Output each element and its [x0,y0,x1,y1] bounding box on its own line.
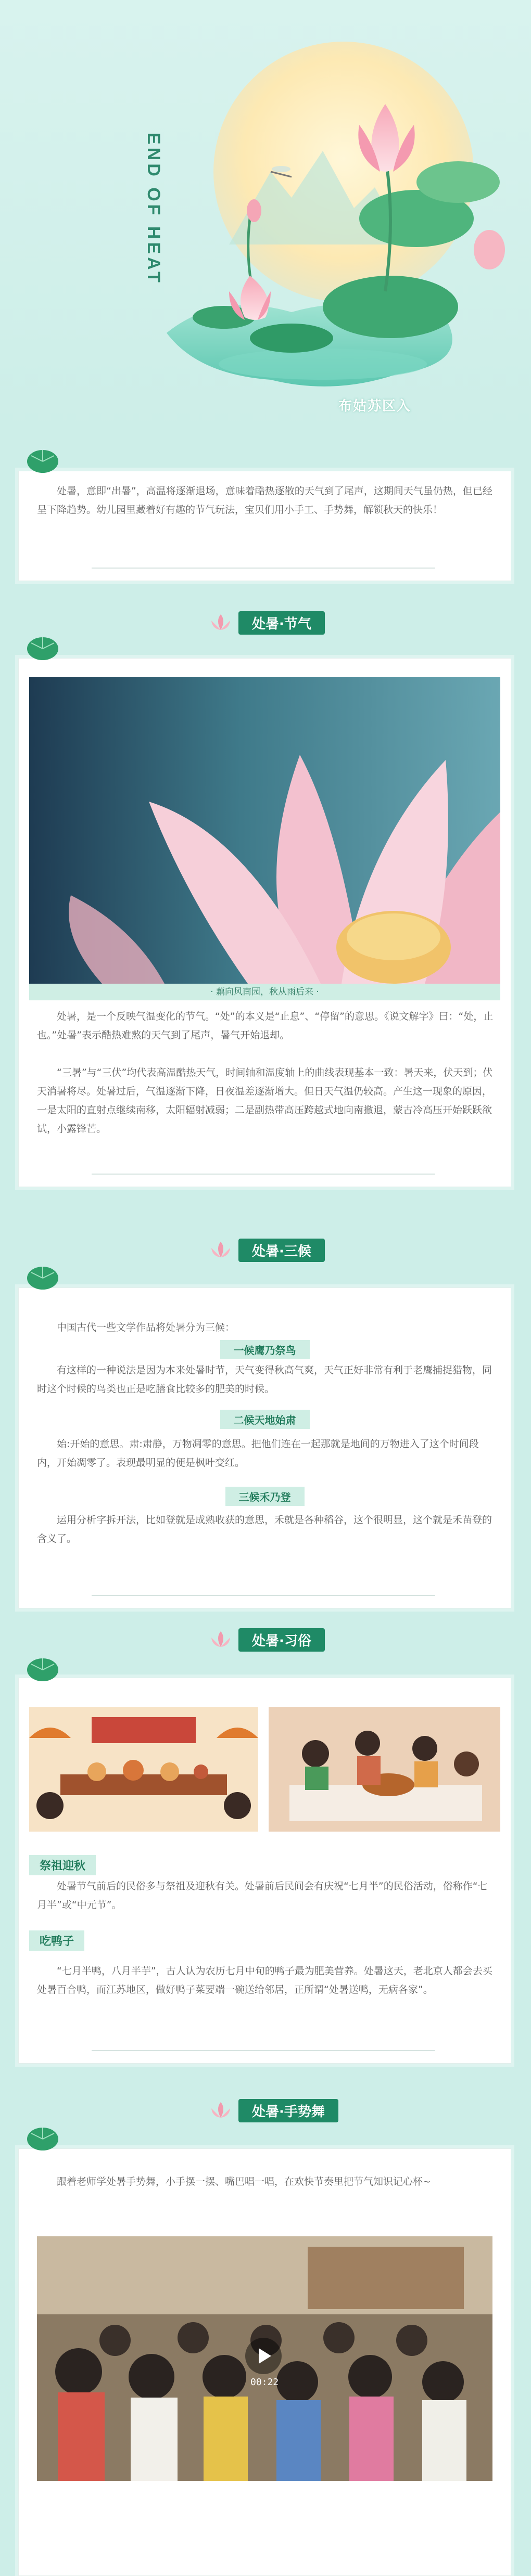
ancestor-ritual-illustration [29,1707,258,1832]
intro-card [18,471,511,581]
section-title-xisu: 处暑·习俗 [238,1628,325,1652]
sanhou-intro: 中国古代一些文学作品将处暑分为三候： [57,1322,235,1333]
section-badge-jieqi [208,612,325,633]
xisu-paragraph-1: 处暑节气前后的民俗多与祭祖及迎秋有关。处暑前后民间会有庆祝“七月半”的民俗活动，俗称作“七月半”或“中元节”。 [37,1881,488,1911]
dance-video[interactable] [37,2236,492,2481]
sanhou-paragraph-2: 始:开始的意思。肃:肃静，万物凋零的意思。把他们连在一起那就是地间的万物进入了这个时间段内，开始凋零了。表现最明显的便是枫叶变红。 [37,1438,479,1469]
divider [92,568,435,569]
divider [92,1595,435,1596]
jieqi-card [18,658,511,1187]
dance-text: 跟着老师学处暑手势舞，小手摆一摆、嘴巴唱一唱，在欢快节奏里把节气知识记心杯~ [57,2176,431,2187]
section-badge-dance [208,2100,338,2121]
jieqi-paragraph-2: “三暑”与“三伏”均代表高温酷热天气，时间轴和温度轴上的曲线表现基本一致：暑天来，伏天到；伏天消暑将尽。处暑过后，气温逐渐下降，日夜温差逐渐增大。但日天气温仍较高。产生这一现象的原因，一是太阳的直射点继续南移，太阳辐射减弱；二是副热带高压跨越式地向南撤退，蒙古冷高压开始跃跃欲试，小露锋芒。 [37,1067,493,1135]
sanhou-heading-3: 三候禾乃登 [225,1487,305,1506]
lotus-leaf-icon [26,2126,59,2152]
xisu-card [18,1678,511,2064]
hero-subtitle: 布姑苏区入 [338,398,412,414]
divider [92,1174,435,1175]
sanhou-heading-1: 一候鹰乃祭鸟 [220,1340,310,1359]
section-badge-xisu [208,1629,325,1650]
lotus-flower-icon [208,1630,233,1649]
lotus-illustration [0,0,531,432]
photo-caption: · 藕向风南园，秋从雨后来 · [29,984,500,1000]
video-duration: 00:22 [250,2377,279,2388]
intro-text: 处暑，意即“出暑”，高温将逐渐退场，意味着酷热逐散的天气到了尾声，这期间天气虽仍热，但已经呈下降趋势。幼儿园里藏着好有趣的节气玩法，宝贝们用小手工、手势舞，解锁秋天的快乐！ [37,485,492,516]
play-icon[interactable] [245,2338,282,2374]
sanhou-card [18,1287,511,1608]
sanhou-paragraph-3: 运用分析字拆开法，比如登就是成熟收获的意思，禾就是各种稻谷，这个很明显，这个就是禾苗登的含义了。 [37,1514,492,1544]
lotus-leaf-icon [26,448,59,474]
xisu-paragraph-2: “七月半鸭，八月半芋”，古人认为农历七月中旬的鸭子最为肥美营养。处暑这天，老北京人都会去买处暑百合鸭，而江苏地区，做好鸭子菜要端一碗送给邻居，正所谓“处暑送鸭，无病各家”。 [37,1965,492,1995]
custom-tag-jizu: 祭祖迎秋 [29,1855,96,1875]
lotus-flower-icon [208,2101,233,2120]
subhead-row [19,1340,511,1359]
divider [92,2050,435,2051]
lotus-flower-icon [208,1241,233,1259]
sanhou-paragraph-1: 有这样的一种说法是因为本来处暑时节，天气变得秋高气爽，天气正好非常有利于老鹰捕捉猎物，同时这个时候的鸟类也正是吃膳食比较多的肥美的时候。 [37,1364,492,1395]
sanhou-heading-2: 二候天地始肃 [220,1410,310,1429]
subhead-row [19,1410,511,1429]
section-title-dance: 处暑·手势舞 [238,2099,338,2122]
dance-card [18,2148,511,2576]
section-title-jieqi: 处暑·节气 [238,611,325,635]
lotus-closeup-image [29,677,500,984]
custom-tag-yazi: 吃鸭子 [29,1930,84,1951]
lotus-leaf-icon [26,636,59,662]
lotus-photo [29,677,500,984]
subhead-row [19,1487,511,1506]
family-dinner-illustration [269,1707,500,1832]
hero-vertical-title: END OF HEAT [144,133,163,286]
lotus-leaf-icon [26,1657,59,1683]
lotus-flower-icon [208,613,233,632]
jieqi-paragraph-1: 处暑，是一个反映气温变化的节气。“处”的本义是“止息”、“停留”的意思。《说文解字》曰：“处，止也。”处暑”表示酷热难熬的天气到了尾声，暑气开始退却。 [37,1011,494,1041]
hero-banner [0,0,531,432]
section-badge-sanhou [208,1240,325,1260]
lotus-leaf-icon [26,1265,59,1291]
section-title-sanhou: 处暑·三候 [238,1239,325,1262]
